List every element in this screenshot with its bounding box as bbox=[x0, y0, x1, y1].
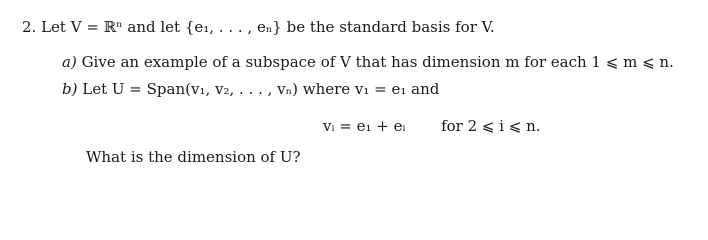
question-line bbox=[86, 148, 301, 166]
part-b-line bbox=[62, 80, 439, 98]
problem-statement: Let V = ℝⁿ and let {e₁, . . . , eₙ} be the standard basis for V. bbox=[41, 18, 495, 36]
part-b-question: What is the dimension of U? bbox=[86, 148, 301, 166]
display-equation: vᵢ = e₁ + eᵢ bbox=[323, 117, 406, 135]
part-b-label: b) bbox=[62, 80, 78, 98]
display-equation-line bbox=[323, 117, 541, 135]
display-condition: for 2 ⩽ i ⩽ n. bbox=[441, 117, 541, 135]
part-a-text: Give an example of a subspace of V that has dimension m for each 1 ⩽ m ⩽ n. bbox=[81, 53, 674, 71]
part-a-label: a) bbox=[62, 53, 77, 71]
problem-number: 2. bbox=[22, 18, 37, 36]
part-b-text: Let U = Span(v₁, v₂, . . . , vₙ) where v₁ = e₁ and bbox=[82, 80, 440, 98]
problem-statement-line bbox=[22, 18, 495, 36]
part-a-line bbox=[62, 53, 674, 71]
